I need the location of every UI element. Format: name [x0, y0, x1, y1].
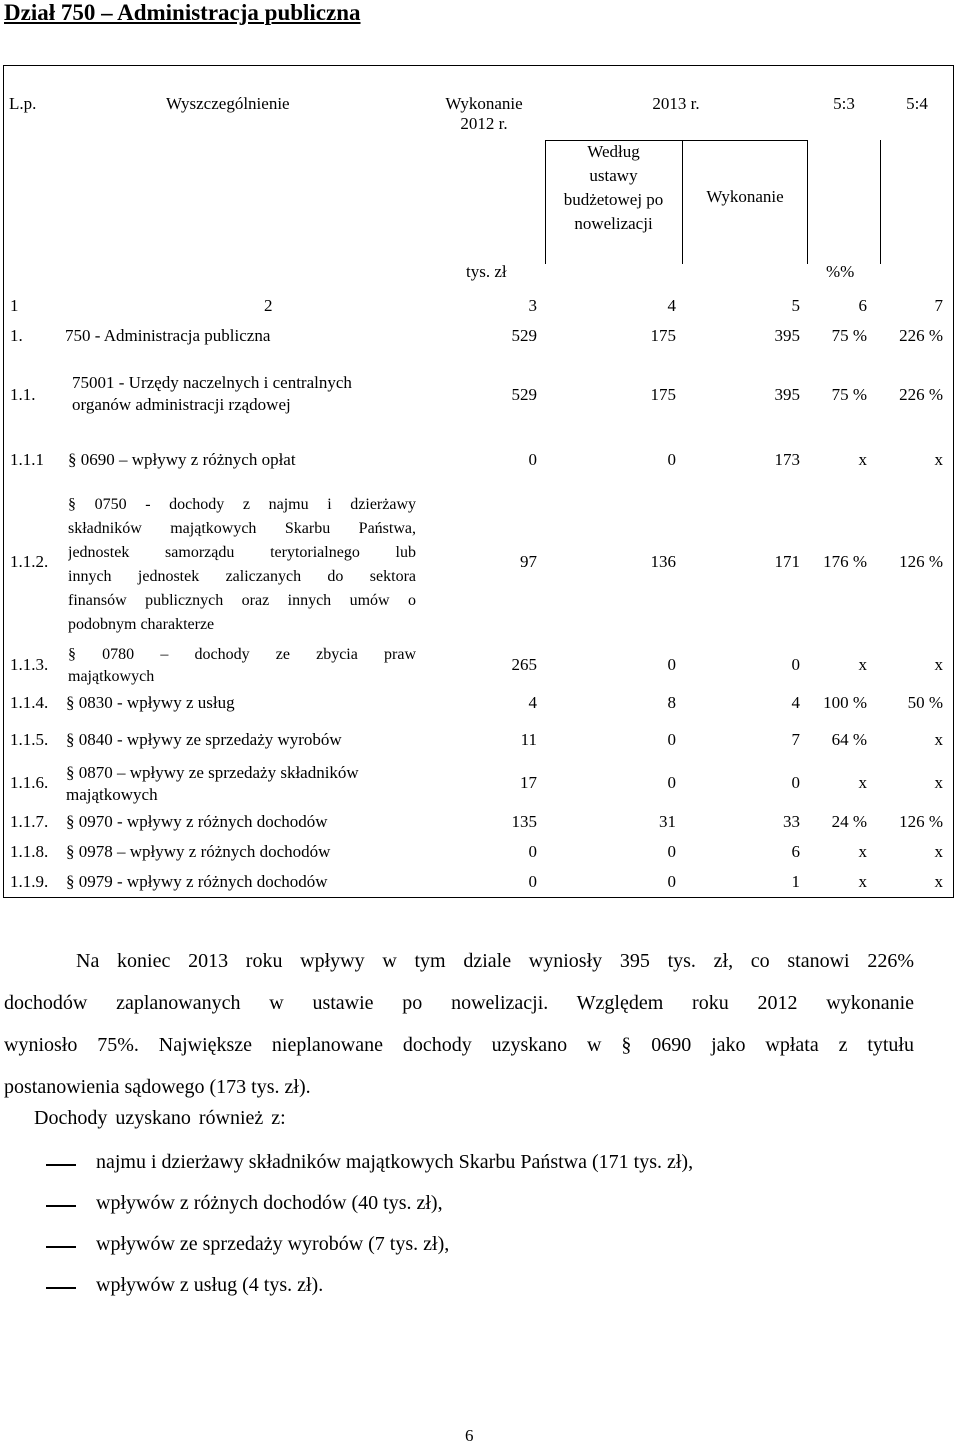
row-c4: 175 — [650, 326, 676, 345]
row-lp: 1.1.3. — [10, 655, 49, 674]
paragraph-line: dochodów zaplanowanych w ustawie po nowelizacji. Względem roku 2012 wykonanie — [4, 992, 914, 1014]
row-c7: x — [934, 730, 943, 749]
row-c6: x — [858, 450, 867, 469]
row-c7: x — [934, 872, 943, 891]
list-item: wpływów z różnych dochodów (40 tys. zł), — [96, 1192, 443, 1214]
list-item: wpływów z usług (4 tys. zł). — [96, 1274, 324, 1296]
row-lp: 1.1.8. — [10, 842, 49, 861]
header-ratio-54: 5:4 — [906, 94, 928, 113]
row-desc-line: innych jednostek zaliczanych do sektora — [68, 568, 416, 585]
row-desc — [66, 762, 359, 806]
colnum-4: 4 — [667, 296, 676, 315]
row-lp: 1.1.9. — [10, 872, 49, 891]
list-item: najmu i dzierżawy składników majątkowych Skarbu Państwa (171 tys. zł), — [96, 1151, 694, 1173]
row-c7: 226 % — [899, 385, 943, 404]
list-dash — [46, 1246, 76, 1248]
row-desc-line: § 0750 - dochody z najmu i dzierżawy — [68, 496, 416, 513]
row-c4: 0 — [667, 450, 676, 469]
row-c5: 173 — [774, 450, 800, 469]
header-lp: L.p. — [9, 94, 37, 113]
row-c5: 171 — [774, 552, 800, 571]
row-c6: x — [858, 842, 867, 861]
row-c6: x — [858, 872, 867, 891]
row-lp: 1.1.4. — [10, 693, 49, 712]
row-c3: 11 — [520, 730, 537, 749]
row-c5: 7 — [791, 730, 800, 749]
row-lp: 1.1.7. — [10, 812, 49, 831]
colnum-1: 1 — [10, 296, 19, 315]
row-desc: § 0830 - wpływy z usług — [66, 693, 235, 712]
row-c4: 31 — [659, 812, 676, 831]
row-desc: § 0690 – wpływy z różnych opłat — [68, 450, 296, 469]
list-dash — [46, 1205, 76, 1207]
header-ustawa-line: budżetowej po — [563, 190, 664, 209]
row-c5: 6 — [791, 842, 800, 861]
colnum-2: 2 — [264, 296, 273, 315]
row-c5: 395 — [774, 326, 800, 345]
row-c7: x — [934, 773, 943, 792]
row-desc — [68, 493, 416, 637]
header-ratio-53: 5:3 — [833, 94, 855, 113]
row-c3: 0 — [528, 872, 537, 891]
paragraph-line: postanowienia sądowego (173 tys. zł). — [4, 1076, 311, 1098]
colnum-3: 3 — [528, 296, 537, 315]
page-number: 6 — [465, 1426, 474, 1445]
list-dash — [46, 1287, 76, 1289]
paragraph-line: wyniosło 75%. Największe nieplanowane dochody uzyskano w § 0690 jako wpłata z tytułu — [4, 1034, 914, 1056]
row-desc-line: majątkowych — [66, 785, 158, 804]
row-c7: 226 % — [899, 326, 943, 345]
row-c4: 0 — [667, 773, 676, 792]
row-c5: 395 — [774, 385, 800, 404]
header-2013: 2013 r. — [652, 94, 700, 113]
row-lp: 1.1.1 — [10, 450, 44, 469]
row-c4: 175 — [650, 385, 676, 404]
row-desc-line: organów administracji rządowej — [72, 395, 291, 414]
list-intro: Dochody uzyskano również z: — [34, 1107, 286, 1129]
row-c3: 135 — [511, 812, 537, 831]
row-desc-line: 75001 - Urzędy naczelnych i centralnych — [72, 373, 352, 392]
row-c6: 75 % — [831, 385, 867, 404]
row-c4: 0 — [667, 730, 676, 749]
page-title: Dział 750 – Administracja publiczna — [4, 0, 361, 25]
row-c6: 24 % — [831, 812, 867, 831]
row-lp: 1. — [10, 326, 23, 345]
row-desc-line: podobnym charakterze — [68, 616, 215, 633]
row-c7: 126 % — [899, 552, 943, 571]
row-c5: 0 — [791, 655, 800, 674]
row-desc-line: majątkowych — [68, 668, 155, 685]
list-item: wpływów ze sprzedaży wyrobów (7 tys. zł), — [96, 1233, 450, 1255]
row-c4: 0 — [667, 842, 676, 861]
row-c7: x — [934, 450, 943, 469]
row-lp: 1.1.6. — [10, 773, 49, 792]
row-c6: x — [858, 773, 867, 792]
row-lp: 1.1.2. — [10, 552, 49, 571]
unit-pct: %% — [826, 262, 855, 281]
summary-paragraph — [4, 940, 914, 1108]
header-wykonanie: Wykonanie — [706, 187, 784, 206]
header-ustawa-line: nowelizacji — [574, 214, 653, 233]
row-desc-line: finansów publicznych oraz innych umów o — [68, 592, 416, 609]
row-lp: 1.1. — [10, 385, 36, 404]
row-c6: 176 % — [823, 552, 867, 571]
unit-tys: tys. zł — [466, 262, 507, 281]
row-c3: 529 — [511, 326, 537, 345]
row-desc — [68, 644, 416, 688]
row-c3: 0 — [528, 450, 537, 469]
row-c4: 0 — [667, 655, 676, 674]
row-c3: 529 — [511, 385, 537, 404]
row-c7: x — [934, 655, 943, 674]
row-c6: x — [858, 655, 867, 674]
row-c6: 75 % — [831, 326, 867, 345]
header-wykonanie-2012-l2: 2012 r. — [460, 114, 508, 133]
row-c5: 33 — [783, 812, 800, 831]
row-desc — [72, 372, 352, 416]
header-wyszczegolnienie: Wyszczególnienie — [166, 94, 290, 113]
row-c6: 64 % — [831, 730, 867, 749]
list-dash — [46, 1164, 76, 1166]
colnum-7: 7 — [934, 296, 943, 315]
row-desc-line: § 0780 – dochody ze zbycia praw — [68, 646, 416, 663]
row-c5: 1 — [791, 872, 800, 891]
colnum-6: 6 — [858, 296, 867, 315]
row-c5: 0 — [791, 773, 800, 792]
row-desc: 750 - Administracja publiczna — [65, 326, 271, 345]
header-ustawa-line: Według — [587, 142, 640, 161]
header-wykonanie-2012 — [424, 94, 544, 134]
row-desc-line: jednostek samorządu terytorialnego lub — [68, 544, 416, 561]
row-desc: § 0970 - wpływy z różnych dochodów — [66, 812, 328, 831]
row-lp: 1.1.5. — [10, 730, 49, 749]
row-c4: 0 — [667, 872, 676, 891]
row-desc: § 0978 – wpływy z różnych dochodów — [66, 842, 331, 861]
header-divider — [807, 140, 808, 264]
row-c4: 8 — [667, 693, 676, 712]
row-desc: § 0979 - wpływy z różnych dochodów — [66, 872, 328, 891]
row-desc-line: § 0870 – wpływy ze sprzedaży składników — [66, 763, 359, 782]
row-desc: § 0840 - wpływy ze sprzedaży wyrobów — [66, 730, 342, 749]
row-c3: 97 — [520, 552, 537, 571]
colnum-5: 5 — [791, 296, 800, 315]
row-c7: 126 % — [899, 812, 943, 831]
paragraph-line: Na koniec 2013 roku wpływy w tym dziale wyniosły 395 tys. zł, co stanowi 226% — [76, 950, 914, 972]
row-c3: 17 — [520, 773, 537, 792]
row-c5: 4 — [791, 693, 800, 712]
header-ustawa-line: ustawy — [589, 166, 638, 185]
header-wykonanie-2012-l1: Wykonanie — [445, 94, 523, 113]
header-ustawa — [545, 140, 682, 236]
row-c7: 50 % — [907, 693, 943, 712]
row-c7: x — [934, 842, 943, 861]
row-c6: 100 % — [823, 693, 867, 712]
row-c3: 0 — [528, 842, 537, 861]
row-desc-line: składników majątkowych Skarbu Państwa, — [68, 520, 416, 537]
header-divider — [880, 140, 881, 264]
row-c3: 4 — [528, 693, 537, 712]
row-c4: 136 — [650, 552, 676, 571]
row-c3: 265 — [511, 655, 537, 674]
